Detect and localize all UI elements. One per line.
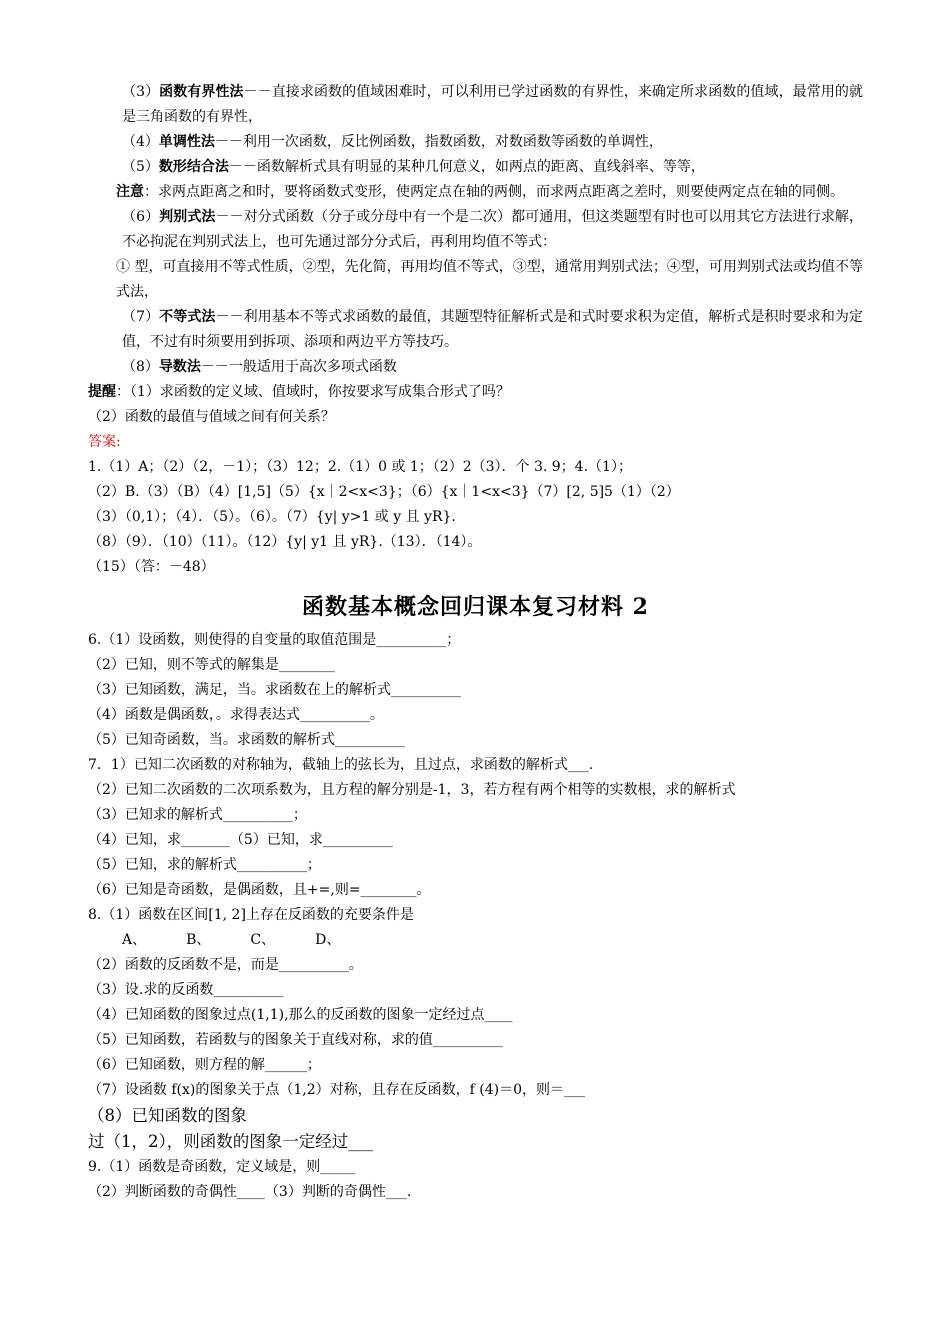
- question-6-3: （3）已知函数，满足，当。求函数在上的解析式__________: [88, 682, 461, 698]
- method-4-name: 单调性法: [158, 134, 215, 150]
- method-7: （7）不等式法－－利用基本不等式求函数的最值，其题型特征解析式是和式时要求积为定值，解析式是积时要求和为定值，不过有时须要用到拆项、添项和两边平方等技巧。: [122, 309, 863, 350]
- question-8-1: 8.（1）函数在区间[1, 2]上存在反函数的充要条件是: [88, 907, 414, 923]
- question-7-3: （3）已知求的解析式__________；: [88, 807, 307, 823]
- method-8: （8）导数法－－一般适用于高次多项式函数: [122, 359, 397, 375]
- option-a: A、: [122, 932, 147, 948]
- method-6-types: ① 型，可直接用不等式性质，②型，先化简，再用均值不等式，③型，通常用判别式法；④型，可用判别式法或均值不等式法，: [116, 259, 863, 300]
- note-paragraph: 注意：求两点距离之和时，要将函数式变形，使两定点在轴的两侧，而求两点距离之差时，则要使两定点在轴的同侧。: [116, 184, 844, 200]
- question-8-5: （5）已知函数，若函数与的图象关于直线对称，求的值__________: [88, 1032, 503, 1048]
- question-8-7: （7）设函数 f(x)的图象关于点（1,2）对称，且存在反函数，f (4)＝0，则＝___: [88, 1082, 585, 1098]
- method-3: （3）函数有界性法－－直接求函数的值域困难时，可以利用已学过函数的有界性，来确定所求函数的值域，最常用的就是三角函数的有界性，: [122, 84, 863, 125]
- question-7-4: （4）已知，求_______（5）已知，求__________: [88, 832, 393, 848]
- method-7-name: 不等式法: [159, 309, 216, 325]
- answers-line: （3）（0,1）；（4）．（5）。（6）。（7）{y| y>1 或 y 且 yR}.: [88, 509, 456, 525]
- question-8-4: （4）已知函数的图象过点(1,1),那么的反函数的图象一定经过点____: [88, 1007, 513, 1023]
- method-4: （4）单调性法－－利用一次函数，反比例函数，指数函数，对数函数等函数的单调性，: [122, 134, 663, 150]
- tip-line-1: 提醒：（1）求函数的定义域、值域时，你按要求写成集合形式了吗？: [88, 384, 510, 400]
- question-8-6: （6）已知函数，则方程的解______；: [88, 1057, 321, 1073]
- question-6-5: （5）已知奇函数，当。求函数的解析式__________: [88, 732, 405, 748]
- method-6: （6）判别式法－－对分式函数（分子或分母中有一个是二次）都可通用，但这类题型有时也可以用其它方法进行求解，不必拘泥在判别式法上，也可先通过部分分式后，再利用均值不等式：: [122, 209, 863, 250]
- question-6-1: 6.（1）设函数，则使得的自变量的取值范围是__________；: [88, 632, 461, 648]
- option-c: C、: [250, 932, 276, 948]
- method-8-name: 导数法: [158, 359, 201, 375]
- answers-label: 答案:: [88, 434, 121, 450]
- tip-line-2: （2）函数的最值与值域之间有何关系？: [88, 409, 335, 425]
- question-6-4: （4）函数是偶函数，。求得表达式__________。: [88, 707, 384, 723]
- method-5: （5）数形结合法－－函数解析式具有明显的某种几何意义，如两点的距离、直线斜率、等等，: [122, 159, 705, 175]
- answers-line: （8）（9）．（10）（11）。（12）{y| y1 且 yR}.（13）．（14）。: [88, 534, 482, 550]
- question-7-6: （6）已知是奇函数，是偶函数，且+=,则=________。: [88, 882, 431, 898]
- question-7-2: （2）已知二次函数的二次项系数为，且方程的解分别是-1，3，若方程有两个相等的实数根，求的解析式: [88, 782, 736, 798]
- method-5-name: 数形结合法: [158, 159, 229, 175]
- option-d: D、: [315, 932, 341, 948]
- question-8-9: 过（1，2），则函数的图象一定经过___: [88, 1132, 373, 1151]
- note-label: 注意: [116, 184, 144, 200]
- question-6-2: （2）已知，则不等式的解集是________: [88, 657, 335, 673]
- question-9-1: 9.（1）函数是奇函数，定义域是，则_____: [88, 1159, 356, 1175]
- question-8-2: （2）函数的反函数不是，而是__________。: [88, 957, 363, 973]
- method-6-name: 判别式法: [159, 209, 216, 225]
- question-8-8: （8）已知函数的图象: [88, 1106, 247, 1125]
- question-8-options: [88, 928, 863, 953]
- question-9-2: （2）判断函数的奇偶性____（3）判断的奇偶性___.: [88, 1184, 412, 1200]
- question-7-5: （5）已知，求的解析式__________；: [88, 857, 321, 873]
- answers-line: （15）（答：－48）: [88, 559, 215, 575]
- document-page: [88, 80, 863, 1205]
- method-3-name: 函数有界性法: [159, 84, 244, 100]
- option-b: B、: [186, 932, 211, 948]
- question-7-1: 7．1）已知二次函数的对称轴为，截轴上的弦长为，且过点，求函数的解析式___.: [88, 757, 594, 773]
- answers-line: （2）B.（3）（B）（4）[1,5]（5）{x｜2<x<3}；（6）{x｜1<x<3}（7）[2, 5]5（1）（2）: [88, 484, 680, 500]
- answers-line: 1.（1）A；（2）（2，－1）；（3）12；2.（1）0 或 1；（2）2（3）．个 3. 9；4.（1）；: [88, 459, 632, 475]
- section-title: 函数基本概念回归课本复习材料 2: [302, 594, 649, 620]
- question-8-3: （3）设.求的反函数__________: [88, 982, 284, 998]
- tip-label: 提醒: [88, 384, 116, 400]
